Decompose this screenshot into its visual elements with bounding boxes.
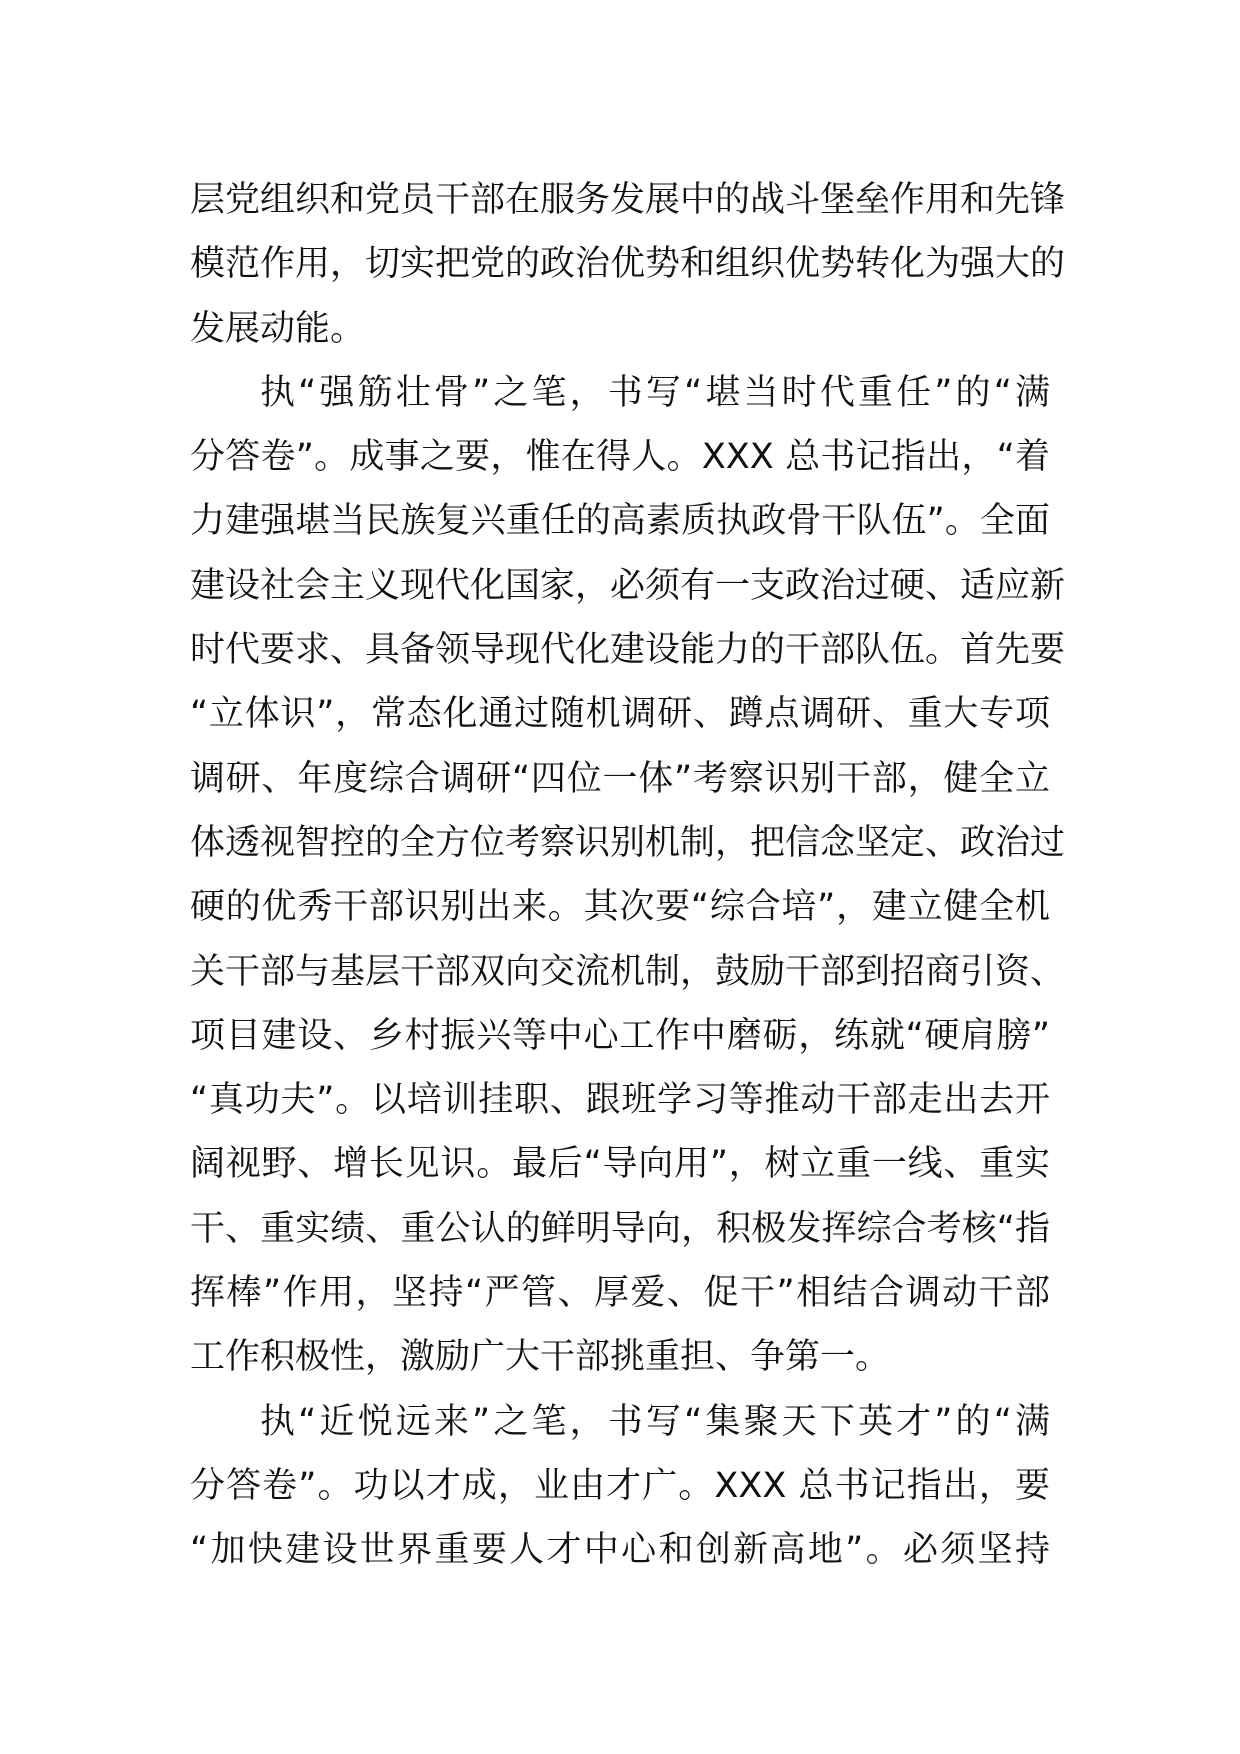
text-line: 调研、年度综合调研“四位一体”考察识别干部，健全立 bbox=[190, 758, 1050, 799]
text-line: “立体识”，常态化通过随机调研、蹲点调研、重大专项 bbox=[190, 694, 1050, 735]
text-line: 层党组织和党员干部在服务发展中的战斗堡垒作用和先锋 bbox=[190, 180, 1066, 220]
text-line: 挥棒”作用，坚持“严管、厚爱、促干”相结合调动干部 bbox=[190, 1273, 1050, 1314]
text-line: 时代要求、具备领导现代化建设能力的干部队伍。首先要 bbox=[190, 630, 1066, 671]
text-line: 分答卷”。成事之要，惟在得人。XXX 总书记指出，“着 bbox=[190, 437, 1050, 478]
text-line: 建设社会主义现代化国家，必须有一支政治过硬、适应新 bbox=[190, 565, 1066, 606]
text-line: 发展动能。 bbox=[190, 308, 366, 349]
text-line: “加快建设世界重要人才中心和创新高地”。必须坚持 bbox=[190, 1530, 1050, 1571]
text-line: 模范作用，切实把党的政治优势和组织优势转化为强大的 bbox=[190, 244, 1066, 285]
text-line: “真功夫”。以培训挂职、跟班学习等推动干部走出去开 bbox=[190, 1080, 1050, 1121]
text-line: 阔视野、增长见识。最后“导向用”，树立重一线、重实 bbox=[190, 1144, 1050, 1185]
text-line: 硬的优秀干部识别出来。其次要“综合培”，建立健全机 bbox=[190, 887, 1050, 928]
document-body bbox=[190, 168, 1066, 1583]
text-line: 关干部与基层干部双向交流机制，鼓励干部到招商引资、 bbox=[190, 951, 1066, 992]
text-line: 体透视智控的全方位考察识别机制，把信念坚定、政治过 bbox=[190, 822, 1066, 863]
text-line: 分答卷”。功以才成，业由才广。XXX 总书记指出，要 bbox=[190, 1465, 1050, 1506]
paragraph-start-line: 执“强筋壮骨”之笔，书写“堪当时代重任”的“满 bbox=[260, 372, 1050, 413]
text-line: 项目建设、乡村振兴等中心工作中磨砺，练就“硬肩膀” bbox=[190, 1015, 1050, 1056]
text-line: 力建强堪当民族复兴重任的高素质执政骨干队伍”。全面 bbox=[190, 501, 1050, 542]
text-line: 干、重实绩、重公认的鲜明导向，积极发挥综合考核“指 bbox=[190, 1208, 1050, 1249]
paragraph-start-line: 执“近悦远来”之笔，书写“集聚天下英才”的“满 bbox=[260, 1401, 1050, 1442]
text-line: 工作积极性，激励广大干部挑重担、争第一。 bbox=[190, 1337, 891, 1378]
